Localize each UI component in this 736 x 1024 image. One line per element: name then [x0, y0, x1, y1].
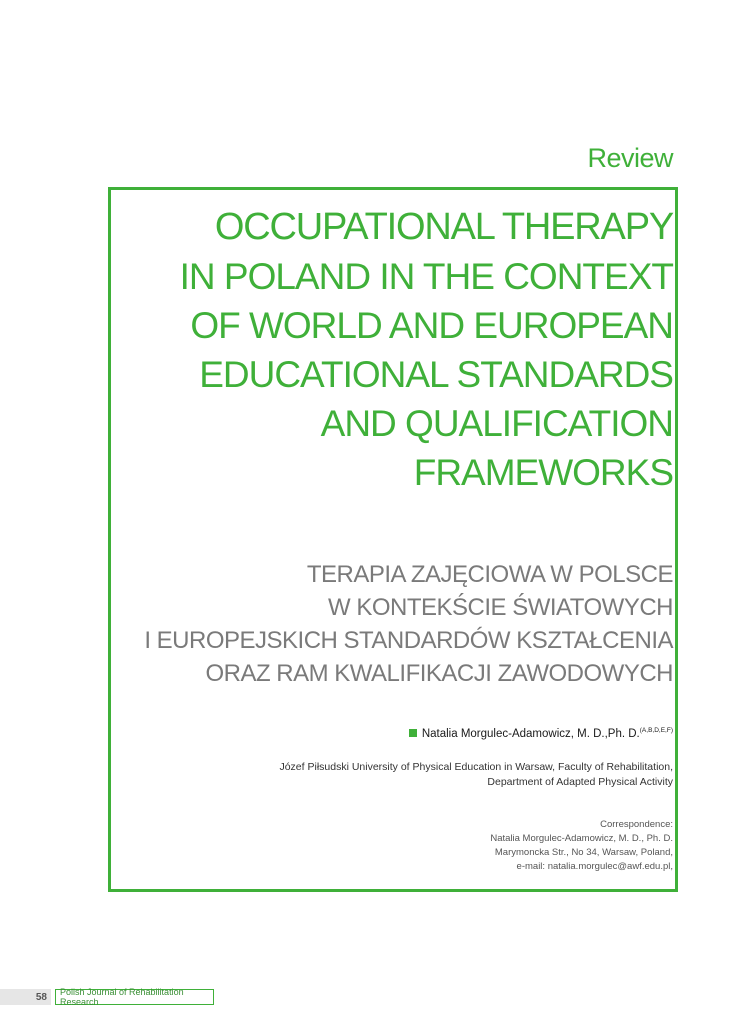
correspondence — [490, 818, 673, 874]
author-name: Natalia Morgulec-Adamowicz, M. D.,Ph. D. — [421, 728, 640, 740]
title-line: IN POLAND IN THE CONTEXT — [179, 256, 673, 297]
title-line: EDUCATIONAL STANDARDS — [199, 354, 673, 395]
square-bullet-icon — [409, 729, 417, 737]
affiliation — [279, 760, 673, 790]
article-title — [113, 203, 673, 497]
correspondence-address: Marymoncka Str., No 34, Warsaw, Poland, — [494, 847, 673, 858]
affiliation-line: Department of Adapted Physical Activity — [487, 776, 673, 788]
correspondence-name: Natalia Morgulec-Adamowicz, M. D., Ph. D. — [490, 833, 673, 844]
subtitle-line: ORAZ RAM KWALIFIKACJI ZAWODOWYCH — [205, 660, 673, 687]
subtitle-line: W KONTEKŚCIE ŚWIATOWYCH — [328, 594, 673, 621]
subtitle-line: I EUROPEJSKICH STANDARDÓW KSZTAŁCENIA — [144, 627, 673, 654]
journal-name: Polish Journal of Rehabilitation Research — [55, 989, 214, 1005]
title-main-line: OCCUPATIONAL THERAPY — [214, 206, 673, 248]
title-line: OF WORLD AND EUROPEAN — [190, 305, 673, 346]
correspondence-email[interactable]: e-mail: natalia.morgulec@awf.edu.pl, — [516, 861, 673, 872]
polish-subtitle — [93, 558, 673, 690]
subtitle-line: TERAPIA ZAJĘCIOWA W POLSCE — [306, 561, 673, 588]
correspondence-heading: Correspondence: — [600, 819, 673, 830]
page-number: 58 — [0, 989, 51, 1005]
affiliation-line: Józef Piłsudski University of Physical Education in Warsaw, Faculty of Rehabilitation, — [279, 761, 673, 773]
title-line: FRAMEWORKS — [413, 452, 673, 493]
author-line — [409, 727, 673, 740]
author-contribution: (A,B,D,E,F) — [639, 727, 673, 734]
title-line: AND QUALIFICATION — [320, 403, 673, 444]
section-label: Review — [587, 143, 673, 173]
